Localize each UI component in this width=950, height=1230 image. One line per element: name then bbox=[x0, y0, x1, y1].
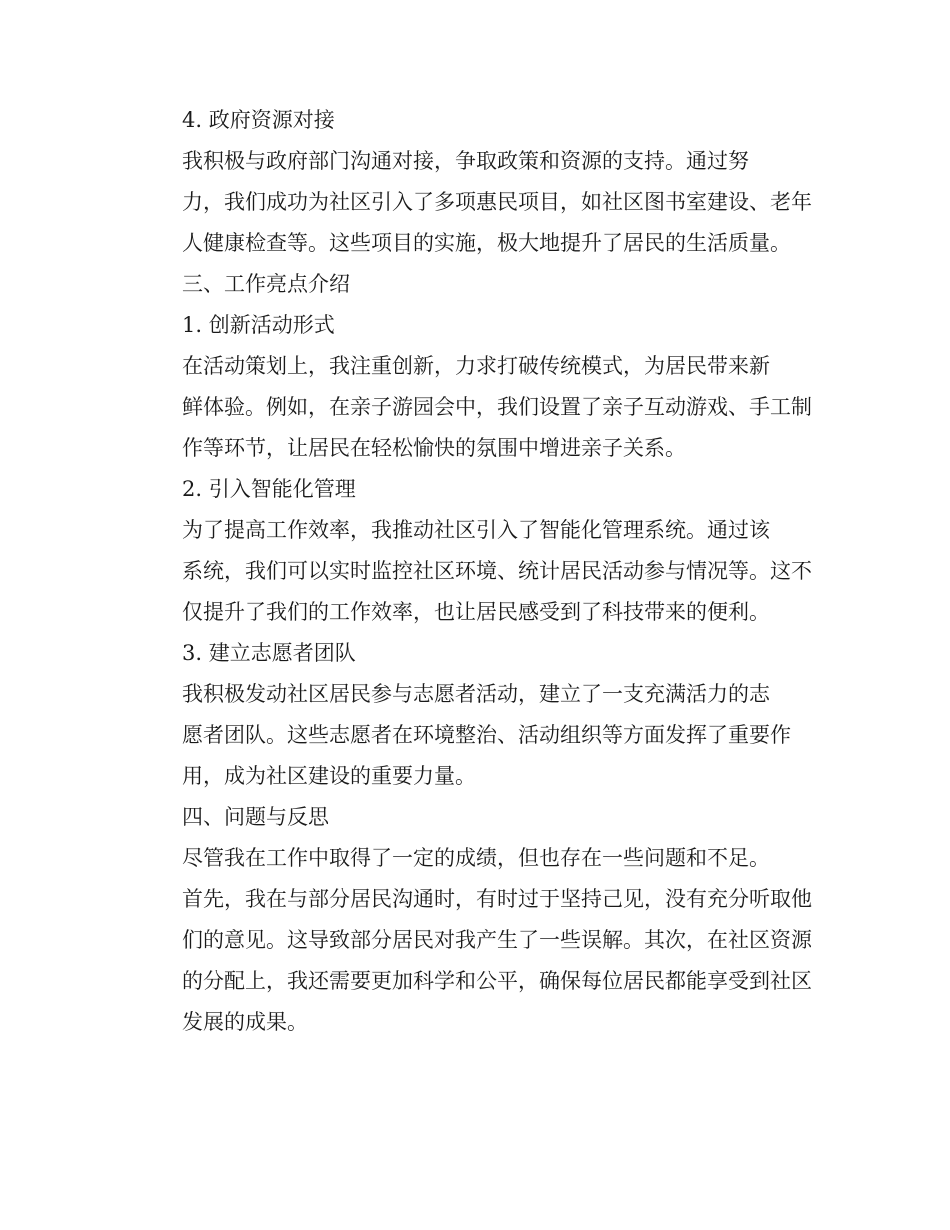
text-line: 我积极与政府部门沟通对接，争取政策和资源的支持。通过努 bbox=[182, 149, 749, 173]
paragraph-government-resources bbox=[140, 141, 812, 264]
paragraph-volunteer-team bbox=[140, 674, 802, 797]
chapter-heading-problems-reflection: 四、问题与反思 bbox=[182, 805, 329, 829]
section-heading-volunteer-team: 3. 建立志愿者团队 bbox=[182, 641, 356, 665]
text-line: 系统，我们可以实时监控社区环境、统计居民活动参与情况等。这不 bbox=[182, 559, 812, 583]
section-heading-smart-management: 2. 引入智能化管理 bbox=[182, 477, 356, 501]
text-line: 发展的成果。 bbox=[182, 1010, 308, 1034]
text-line: 我积极发动社区居民参与志愿者活动，建立了一支充满活力的志 bbox=[182, 682, 770, 706]
text-line: 力，我们成功为社区引入了多项惠民项目，如社区图书室建设、老年 bbox=[182, 190, 812, 214]
document-page bbox=[140, 100, 812, 1043]
text-line: 在活动策划上，我注重创新，力求打破传统模式，为居民带来新 bbox=[182, 354, 770, 378]
text-line: 作等环节，让居民在轻松愉快的氛围中增进亲子关系。 bbox=[182, 436, 686, 460]
paragraph-problems-reflection bbox=[140, 838, 812, 1043]
text-line: 鲜体验。例如，在亲子游园会中，我们设置了亲子互动游戏、手工制 bbox=[182, 395, 812, 419]
paragraph-innovative-activities bbox=[140, 346, 812, 469]
section-heading-government-resources: 4. 政府资源对接 bbox=[182, 108, 335, 132]
section-heading-innovative-activities: 1. 创新活动形式 bbox=[182, 313, 335, 337]
text-line: 为了提高工作效率，我推动社区引入了智能化管理系统。通过该 bbox=[182, 518, 770, 542]
text-line: 尽管我在工作中取得了一定的成绩，但也存在一些问题和不足。 bbox=[182, 846, 770, 870]
text-line: 人健康检查等。这些项目的实施，极大地提升了居民的生活质量。 bbox=[182, 231, 791, 255]
text-line: 们的意见。这导致部分居民对我产生了一些误解。其次，在社区资源 bbox=[182, 928, 812, 952]
text-line: 用，成为社区建设的重要力量。 bbox=[182, 764, 476, 788]
paragraph-smart-management bbox=[140, 510, 812, 633]
text-line: 的分配上，我还需要更加科学和公平，确保每位居民都能享受到社区 bbox=[182, 969, 812, 993]
text-line: 首先，我在与部分居民沟通时，有时过于坚持己见，没有充分听取他 bbox=[182, 887, 812, 911]
text-line: 愿者团队。这些志愿者在环境整治、活动组织等方面发挥了重要作 bbox=[182, 723, 791, 747]
text-line: 仅提升了我们的工作效率，也让居民感受到了科技带来的便利。 bbox=[182, 600, 770, 624]
chapter-heading-highlights: 三、工作亮点介绍 bbox=[182, 272, 350, 296]
